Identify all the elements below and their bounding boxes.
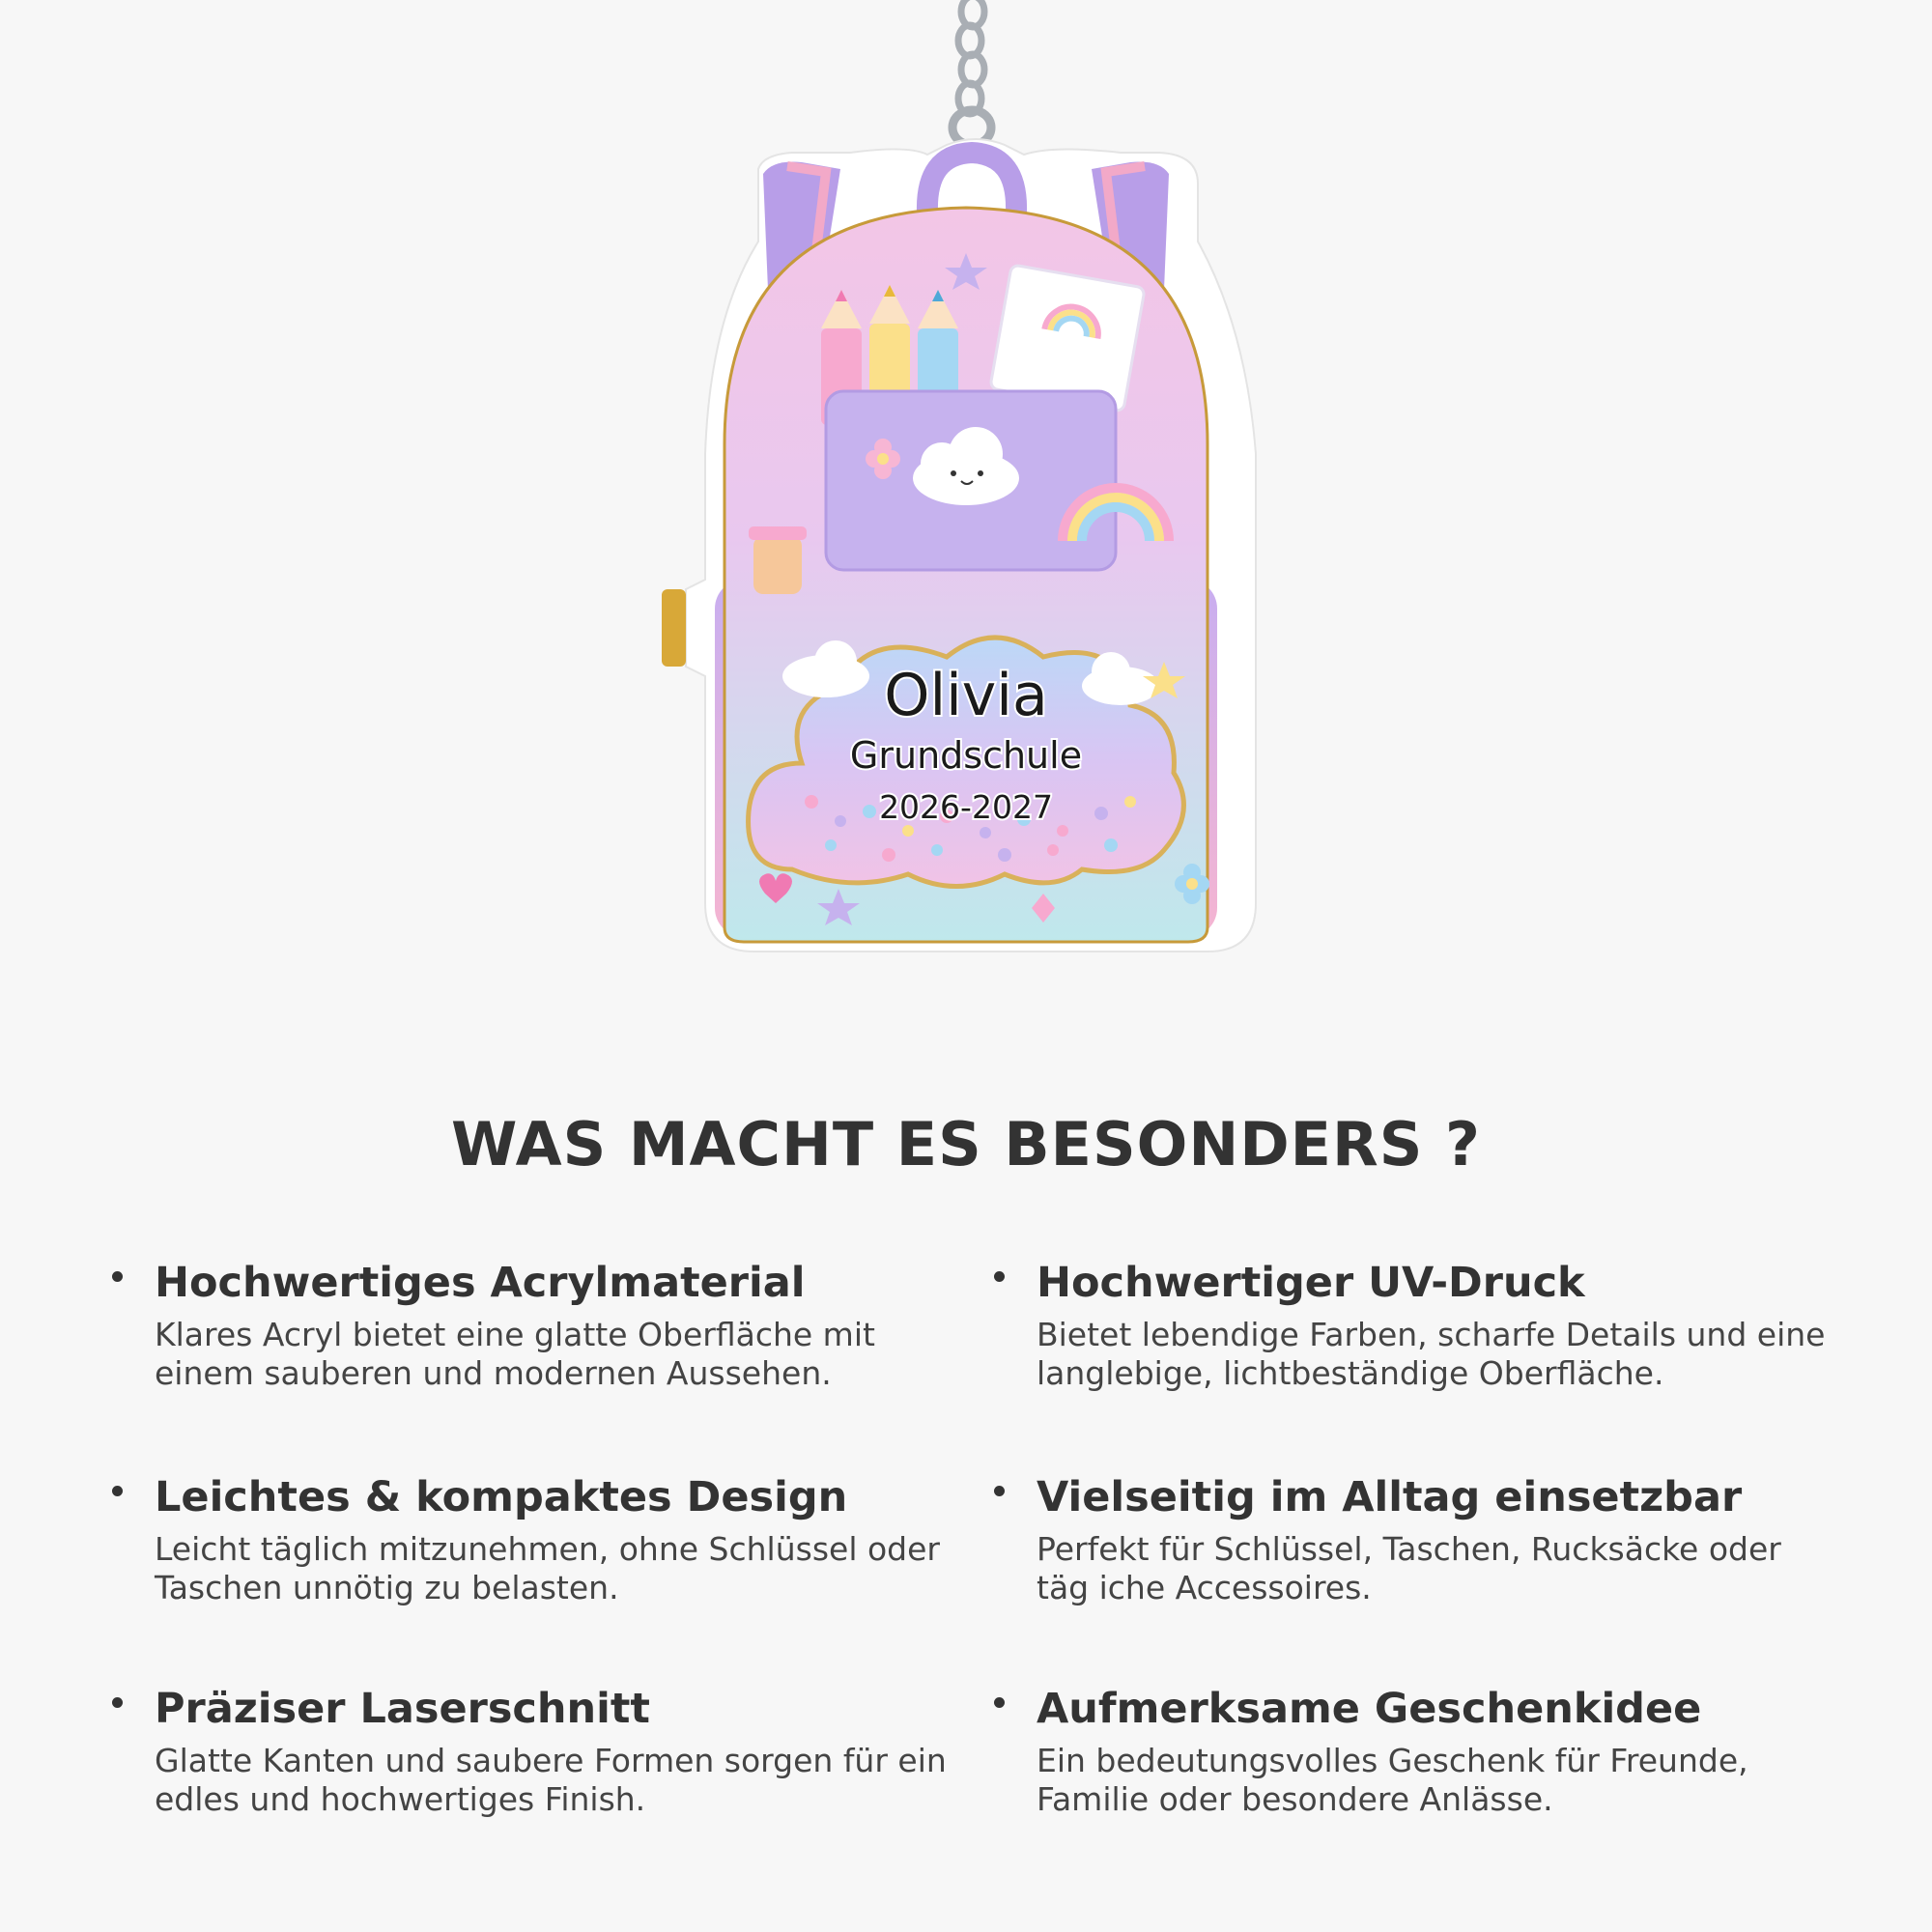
chain-icon <box>952 0 991 145</box>
bullet-icon <box>994 1271 1005 1282</box>
feature-item <box>155 1472 947 1607</box>
feature-description: Perfekt für Schlüssel, Taschen, Rucksäcke oder täg iche Accessoires. <box>1037 1530 1781 1606</box>
keychain-year-text: 2026-2027 <box>879 788 1053 826</box>
feature-title: Leichtes & kompaktes Design <box>155 1473 848 1521</box>
bullet-icon <box>112 1486 123 1496</box>
feature-item <box>1037 1472 1829 1607</box>
bullet-icon <box>994 1697 1005 1708</box>
feature-item <box>1037 1258 1829 1393</box>
feature-title: Vielseitig im Alltag einsetzbar <box>1037 1473 1743 1521</box>
bullet-icon <box>112 1697 123 1708</box>
feature-description: Klares Acryl bietet eine glatte Oberfläche mit einem sauberen und modernen Aussehen. <box>155 1316 875 1392</box>
feature-description: Ein bedeutungsvolles Geschenk für Freunde, Familie oder besondere Anlässe. <box>1037 1742 1748 1818</box>
backpack-keychain-illustration <box>618 0 1314 966</box>
feature-item <box>155 1258 947 1393</box>
section-headline: WAS MACHT ES BESONDERS ? <box>451 1109 1481 1179</box>
feature-title: Hochwertiges Acrylmaterial <box>155 1259 806 1307</box>
feature-item <box>155 1684 947 1819</box>
keychain-school-text: Grundschule <box>849 734 1083 777</box>
keychain-name-text: Olivia <box>884 662 1048 729</box>
feature-item <box>1037 1684 1829 1819</box>
feature-title: Aufmerksame Geschenkidee <box>1037 1685 1702 1733</box>
feature-description: Bietet lebendige Farben, scharfe Details und eine langlebige, lichtbeständige Oberfläche. <box>1037 1316 1826 1392</box>
feature-title: Präziser Laserschnitt <box>155 1685 650 1733</box>
bullet-icon <box>112 1271 123 1282</box>
feature-description: Glatte Kanten und saubere Formen sorgen für ein edles und hochwertiges Finish. <box>155 1742 947 1818</box>
bullet-icon <box>994 1486 1005 1496</box>
feature-title: Hochwertiger UV-Druck <box>1037 1259 1585 1307</box>
feature-description: Leicht täglich mitzunehmen, ohne Schlüssel oder Taschen unnötig zu belasten. <box>155 1530 940 1606</box>
